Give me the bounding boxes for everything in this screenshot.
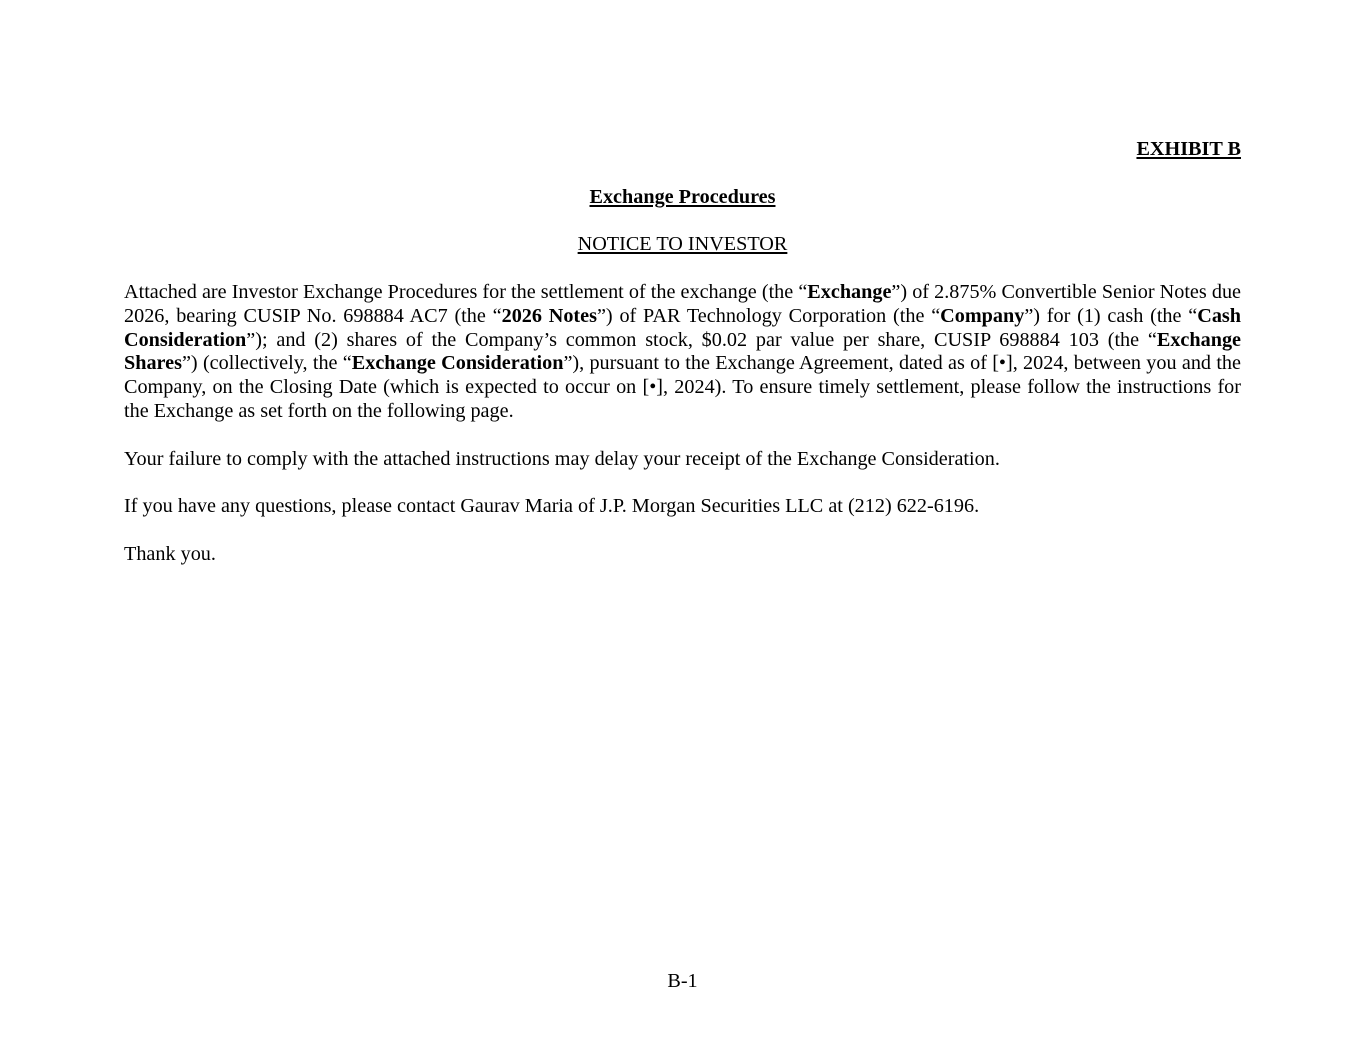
intro-text-7: ”), pursuant to the Exchange Agreement, dated as of [•], 2024, between you and the Company, on the Closing Date (which is expected to occur on [•], 2024). To ensure timely settlement, please follow the instructions for the Exchange as set forth on the following page.: [124, 352, 1241, 422]
exhibit-label: EXHIBIT B: [1136, 138, 1241, 160]
intro-text-1: Attached are Investor Exchange Procedures for the settlement of the exchange (the “: [124, 281, 808, 303]
term-cash-consideration: Cash Consideration: [124, 304, 1241, 351]
term-exchange: Exchange: [807, 281, 892, 303]
contact-paragraph: If you have any questions, please contact Gaurav Maria of J.P. Morgan Securities LLC at (212) 622-6196.: [124, 495, 980, 517]
failure-paragraph: Your failure to comply with the attached instructions may delay your receipt of the Exchange Consideration.: [124, 448, 1000, 470]
intro-paragraph: [124, 281, 1241, 424]
term-2026-notes: 2026 Notes: [501, 304, 597, 327]
intro-text-2: ”) of 2.875% Convertible Senior Notes due 2026, bearing CUSIP No. 698884 AC7 (the “: [124, 281, 1241, 327]
intro-text-3: ”) of PAR Technology Corporation (the “: [596, 304, 941, 327]
closing-paragraph: Thank you.: [124, 543, 216, 565]
term-exchange-shares: Exchange Shares: [124, 328, 1241, 375]
page-number: B-1: [667, 970, 698, 992]
intro-text-4: ”) for (1) cash (the “: [1024, 304, 1198, 327]
intro-text-6: ”) (collectively, the “: [181, 352, 352, 375]
term-exchange-consideration: Exchange Consideration: [351, 352, 564, 375]
notice-title: NOTICE TO INVESTOR: [577, 233, 788, 255]
intro-text-5: ”); and (2) shares of the Company’s common stock, $0.02 par value per share, CUSIP 698884 103 (the “: [246, 328, 1157, 351]
section-title: Exchange Procedures: [589, 186, 776, 208]
term-company: Company: [940, 304, 1025, 327]
